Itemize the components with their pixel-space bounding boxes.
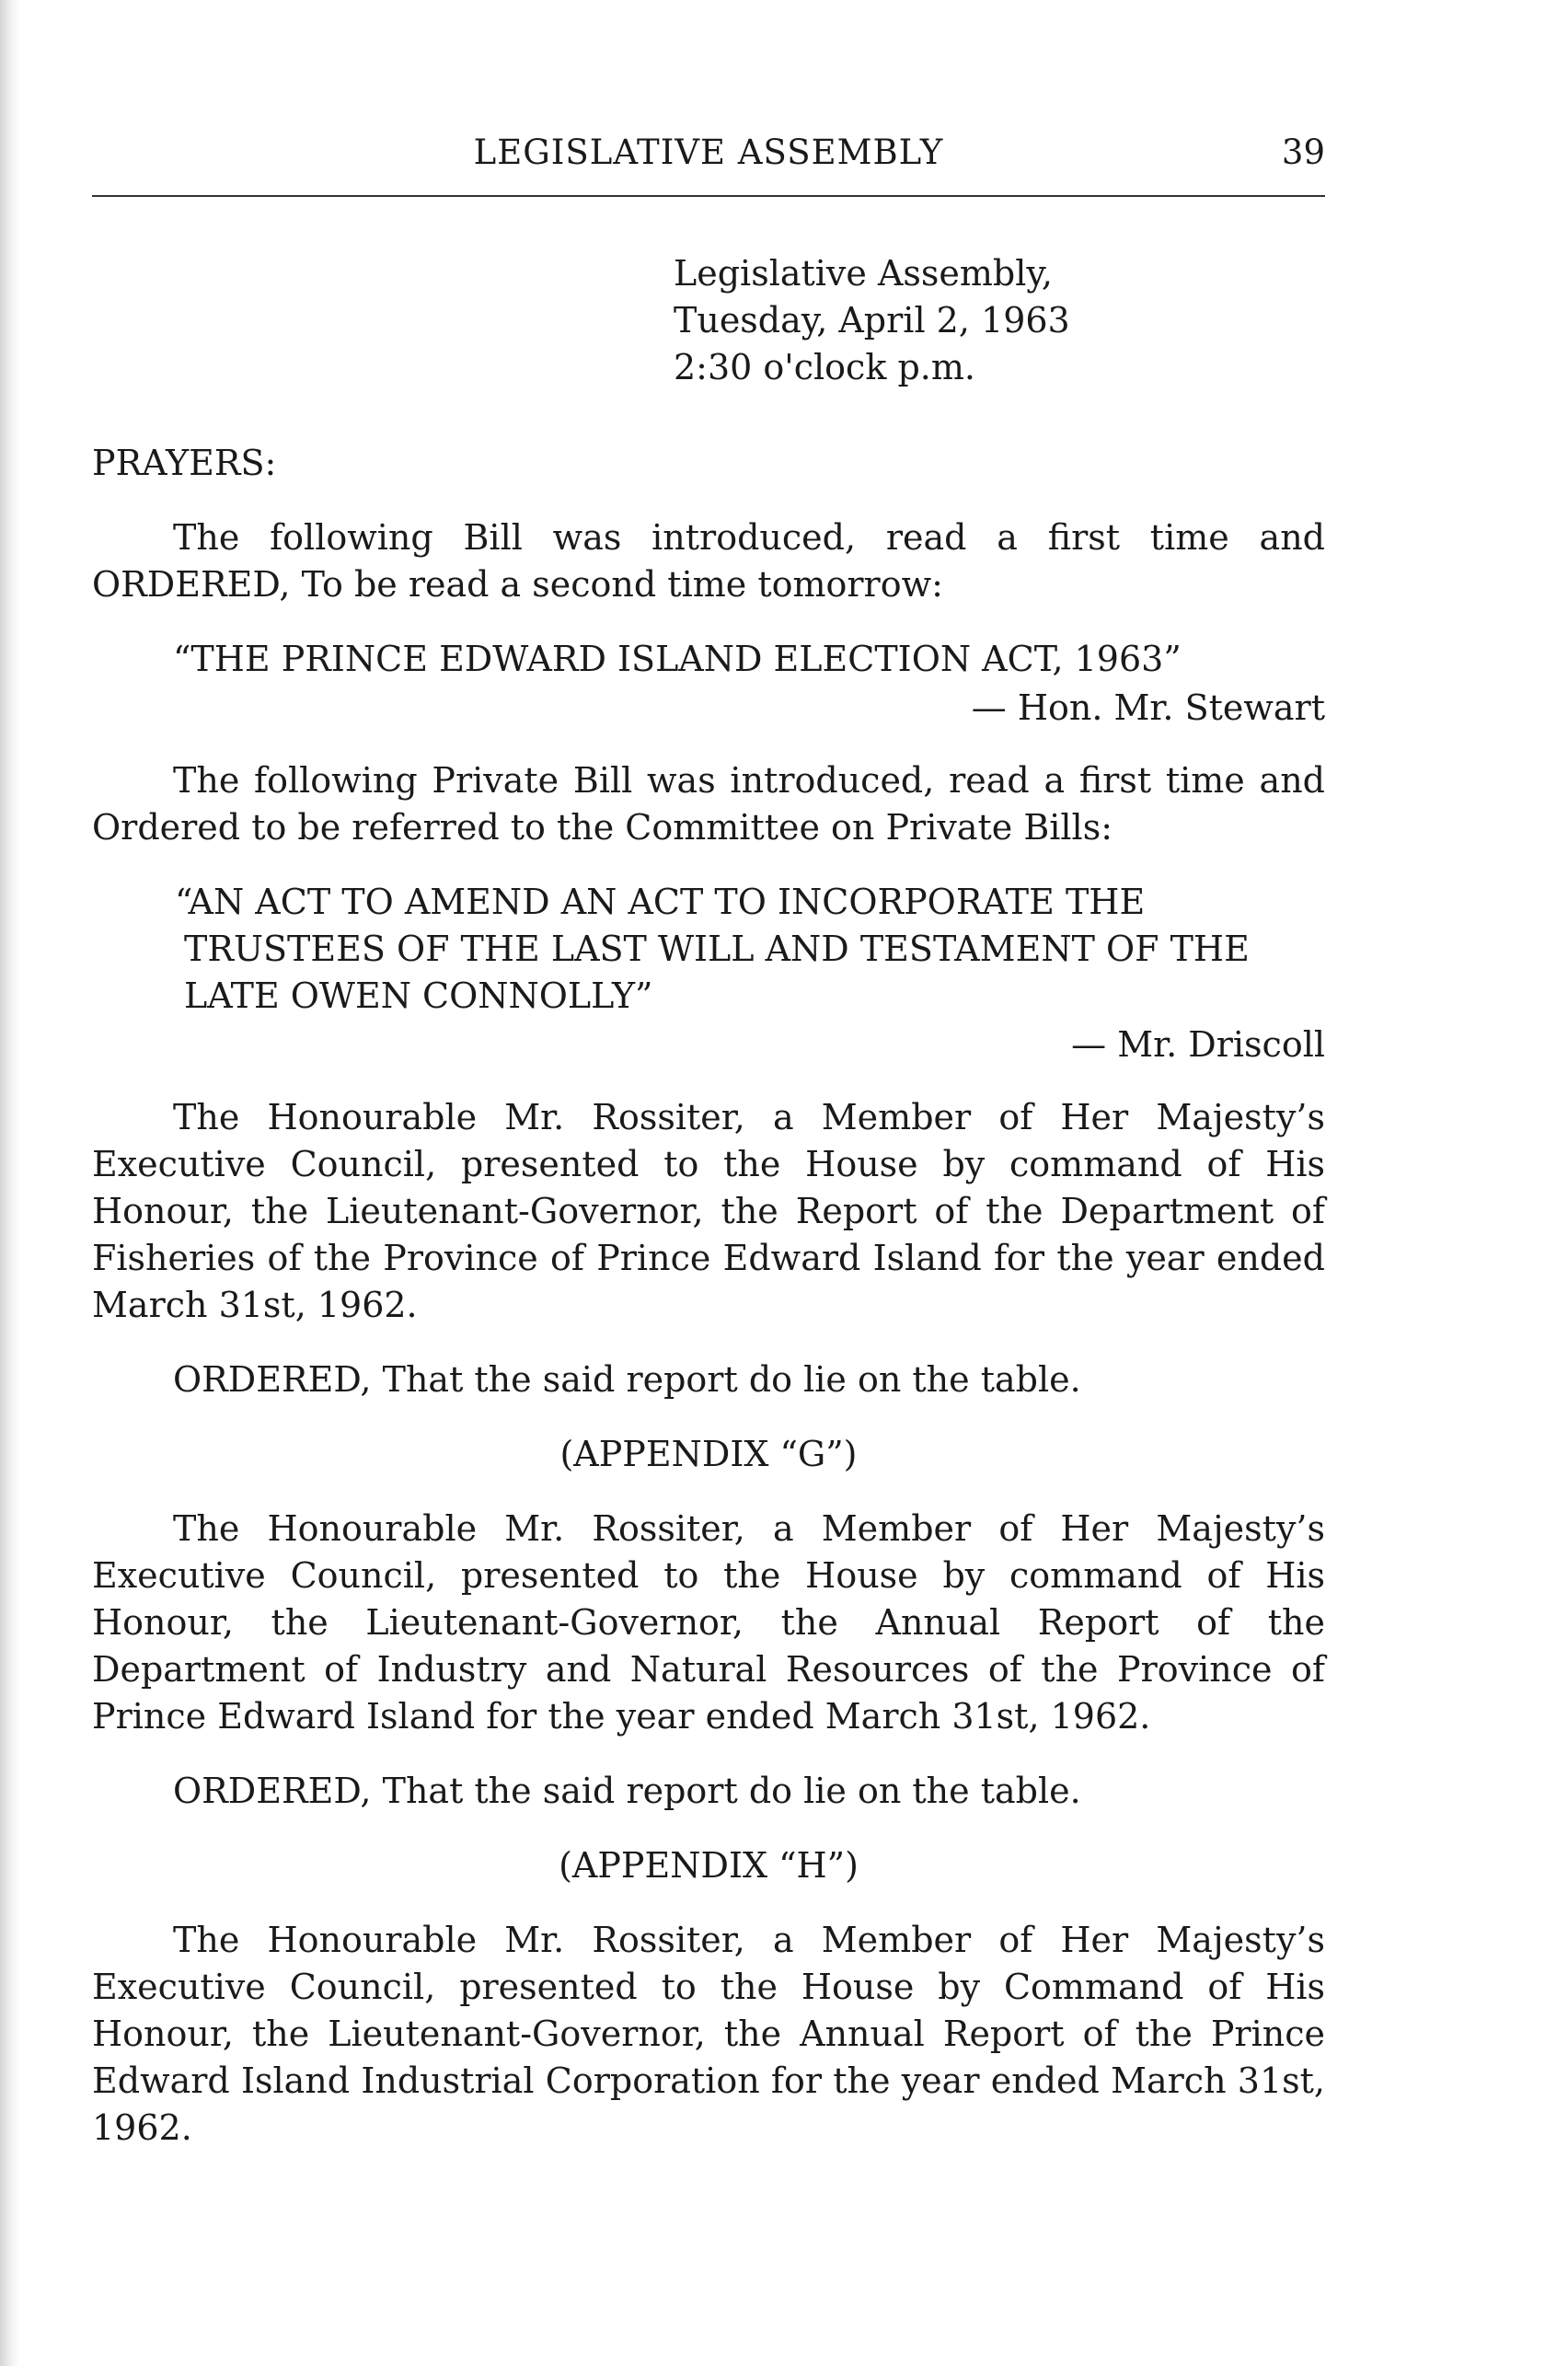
header-title: LEGISLATIVE ASSEMBLY <box>473 133 944 172</box>
dateline-time: 2:30 o'clock p.m. <box>674 347 975 387</box>
ordered-line: ORDERED, That the said report do lie on the table. <box>173 1359 1081 1400</box>
appendix-label: (APPENDIX “G”) <box>559 1434 858 1474</box>
document-page <box>92 0 1325 2366</box>
bill-title-block <box>92 636 1325 732</box>
bill-intro-paragraph: The following Bill was introduced, read a first time and ORDERED, To be read a second time tomorrow: <box>92 517 1325 605</box>
ordered-line: ORDERED, That the said report do lie on the table. <box>173 1771 1081 1811</box>
prayers-heading: PRAYERS: <box>92 443 277 483</box>
report-paragraph-fisheries: The Honourable Mr. Rossiter, a Member of Her Majesty’s Executive Council, presented to the House by command of His Honour, the Lieutenant-Governor, the Report of the Department of Fisheries of the Province of Prince Edward Island for the year ended March 31st, 1962. <box>92 1097 1325 1325</box>
dateline <box>674 250 1070 391</box>
minutes-body <box>92 440 1325 2179</box>
page-edge-shadow <box>0 0 20 2366</box>
appendix-label: (APPENDIX “H”) <box>559 1845 859 1886</box>
bill-title: “THE PRINCE EDWARD ISLAND ELECTION ACT, 1963” <box>173 639 1182 679</box>
page-number: 39 <box>1281 133 1325 172</box>
dateline-date: Tuesday, April 2, 1963 <box>674 300 1070 340</box>
running-header <box>92 129 1325 177</box>
dateline-place: Legislative Assembly, <box>674 253 1053 294</box>
report-paragraph-corporation: The Honourable Mr. Rossiter, a Member of Her Majesty’s Executive Council, presented to the House by Command of His Honour, the Lieutenant-Governor, the Annual Report of the Prince Edward Island Industrial Corporation for the year ended March 31st, 1962. <box>92 1920 1325 2148</box>
bill-sponsor: — Hon. Mr. Stewart <box>971 687 1325 728</box>
report-paragraph-industry: The Honourable Mr. Rossiter, a Member of Her Majesty’s Executive Council, presented to the House by command of His Honour, the Lieutenant-Governor, the Annual Report of the Department of Industry and Natural Resources of the Province of Prince Edward Island for the year ended March 31st, 1962. <box>92 1508 1325 1737</box>
private-bill-sponsor: — Mr. Driscoll <box>1071 1024 1325 1065</box>
private-bill-intro-paragraph: The following Private Bill was introduced, read a first time and Ordered to be referred to the Committee on Private Bills: <box>92 760 1325 848</box>
private-bill-title-block <box>92 879 1325 1068</box>
private-bill-title: “AN ACT TO AMEND AN ACT TO INCORPORATE THE TRUSTEES OF THE LAST WILL AND TESTAMENT OF THE LATE OWEN CONNOLLY” <box>175 882 1250 1016</box>
header-rule <box>92 195 1325 197</box>
